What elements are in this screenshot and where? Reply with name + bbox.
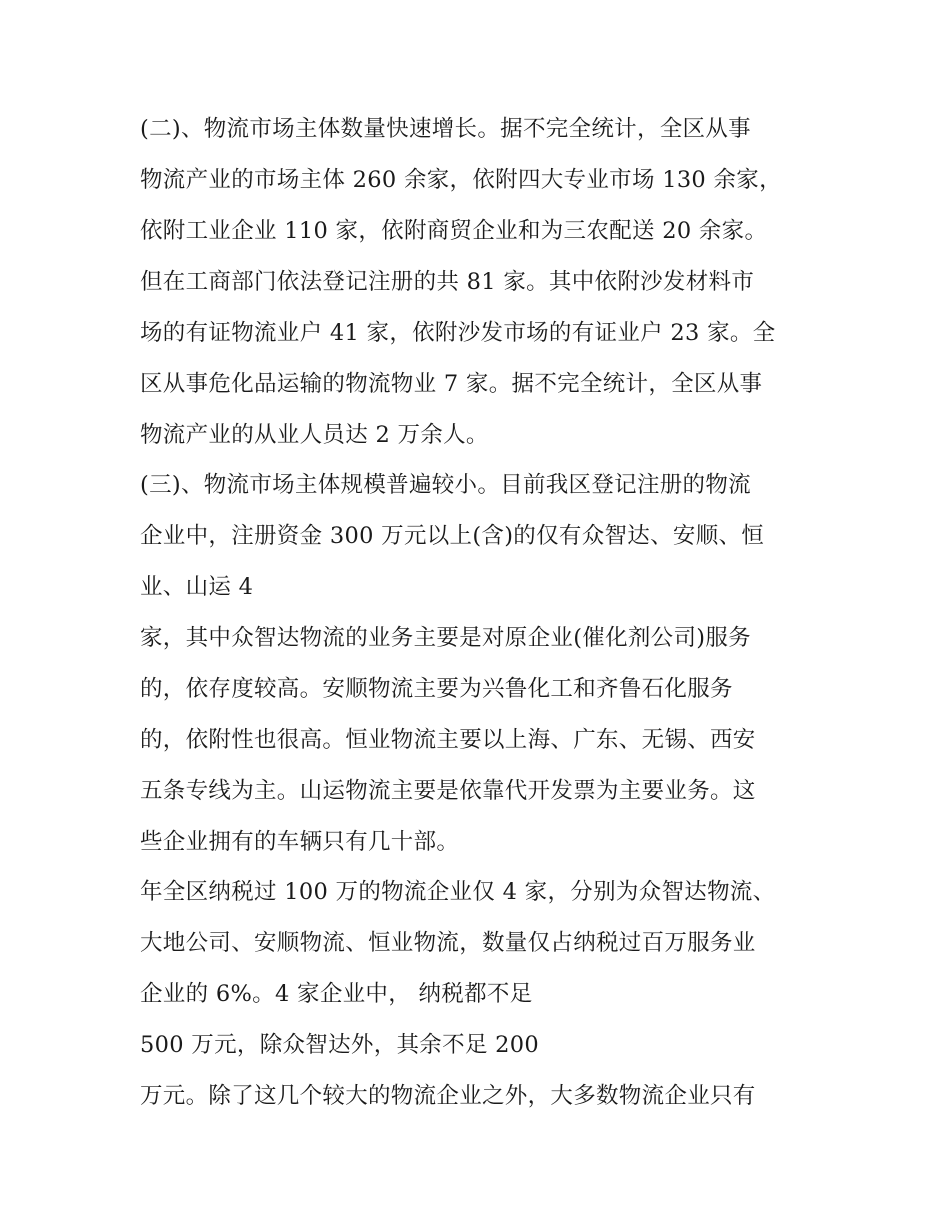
text-line: 些企业拥有的车辆只有几十部。 bbox=[140, 829, 460, 855]
text-line: 五条专线为主。山运物流主要是依靠代开发票为主要业务。这 bbox=[140, 778, 756, 804]
text-line: 年全区纳税过 100 万的物流企业仅 4 家，分别为众智达物流、 bbox=[140, 879, 776, 905]
text-line: 企业的 6%。4 家企业中， 纳税都不足 bbox=[140, 981, 533, 1007]
text-line: (三)、物流市场主体规模普遍较小。目前我区登记注册的物流 bbox=[140, 472, 751, 498]
text-line: 家，其中众智达物流的业务主要是对原企业(催化剂公司)服务 bbox=[140, 625, 751, 651]
text-line: 的，依附性也很高。恒业物流主要以上海、广东、无锡、西安 bbox=[140, 727, 756, 753]
text-line: 企业中，注册资金 300 万元以上(含)的仅有众智达、安顺、恒 bbox=[140, 523, 765, 549]
text-line: 场的有证物流业户 41 家，依附沙发市场的有证业户 23 家。全 bbox=[140, 320, 776, 346]
text-line: 500 万元，除众智达外，其余不足 200 bbox=[140, 1032, 539, 1058]
text-line: (二)、物流市场主体数量快速增长。据不完全统计，全区从事 bbox=[140, 116, 751, 142]
text-line: 但在工商部门依法登记注册的共 81 家。其中依附沙发材料市 bbox=[140, 269, 755, 295]
text-line: 业、山运 4 bbox=[140, 574, 254, 600]
text-line: 大地公司、安顺物流、恒业物流，数量仅占纳税过百万服务业 bbox=[140, 930, 756, 956]
text-line: 的，依存度较高。安顺物流主要为兴鲁化工和齐鲁石化服务 bbox=[140, 676, 733, 702]
text-line: 依附工业企业 110 家，依附商贸企业和为三农配送 20 余家。 bbox=[140, 218, 768, 244]
text-line: 万元。除了这几个较大的物流企业之外，大多数物流企业只有 bbox=[140, 1083, 756, 1109]
text-line: 区从事危化品运输的物流物业 7 家。据不完全统计，全区从事 bbox=[140, 371, 763, 397]
text-line: 物流产业的从业人员达 2 万余人。 bbox=[140, 422, 489, 448]
text-line: 物流产业的市场主体 260 余家，依附四大专业市场 130 余家， bbox=[140, 167, 782, 193]
